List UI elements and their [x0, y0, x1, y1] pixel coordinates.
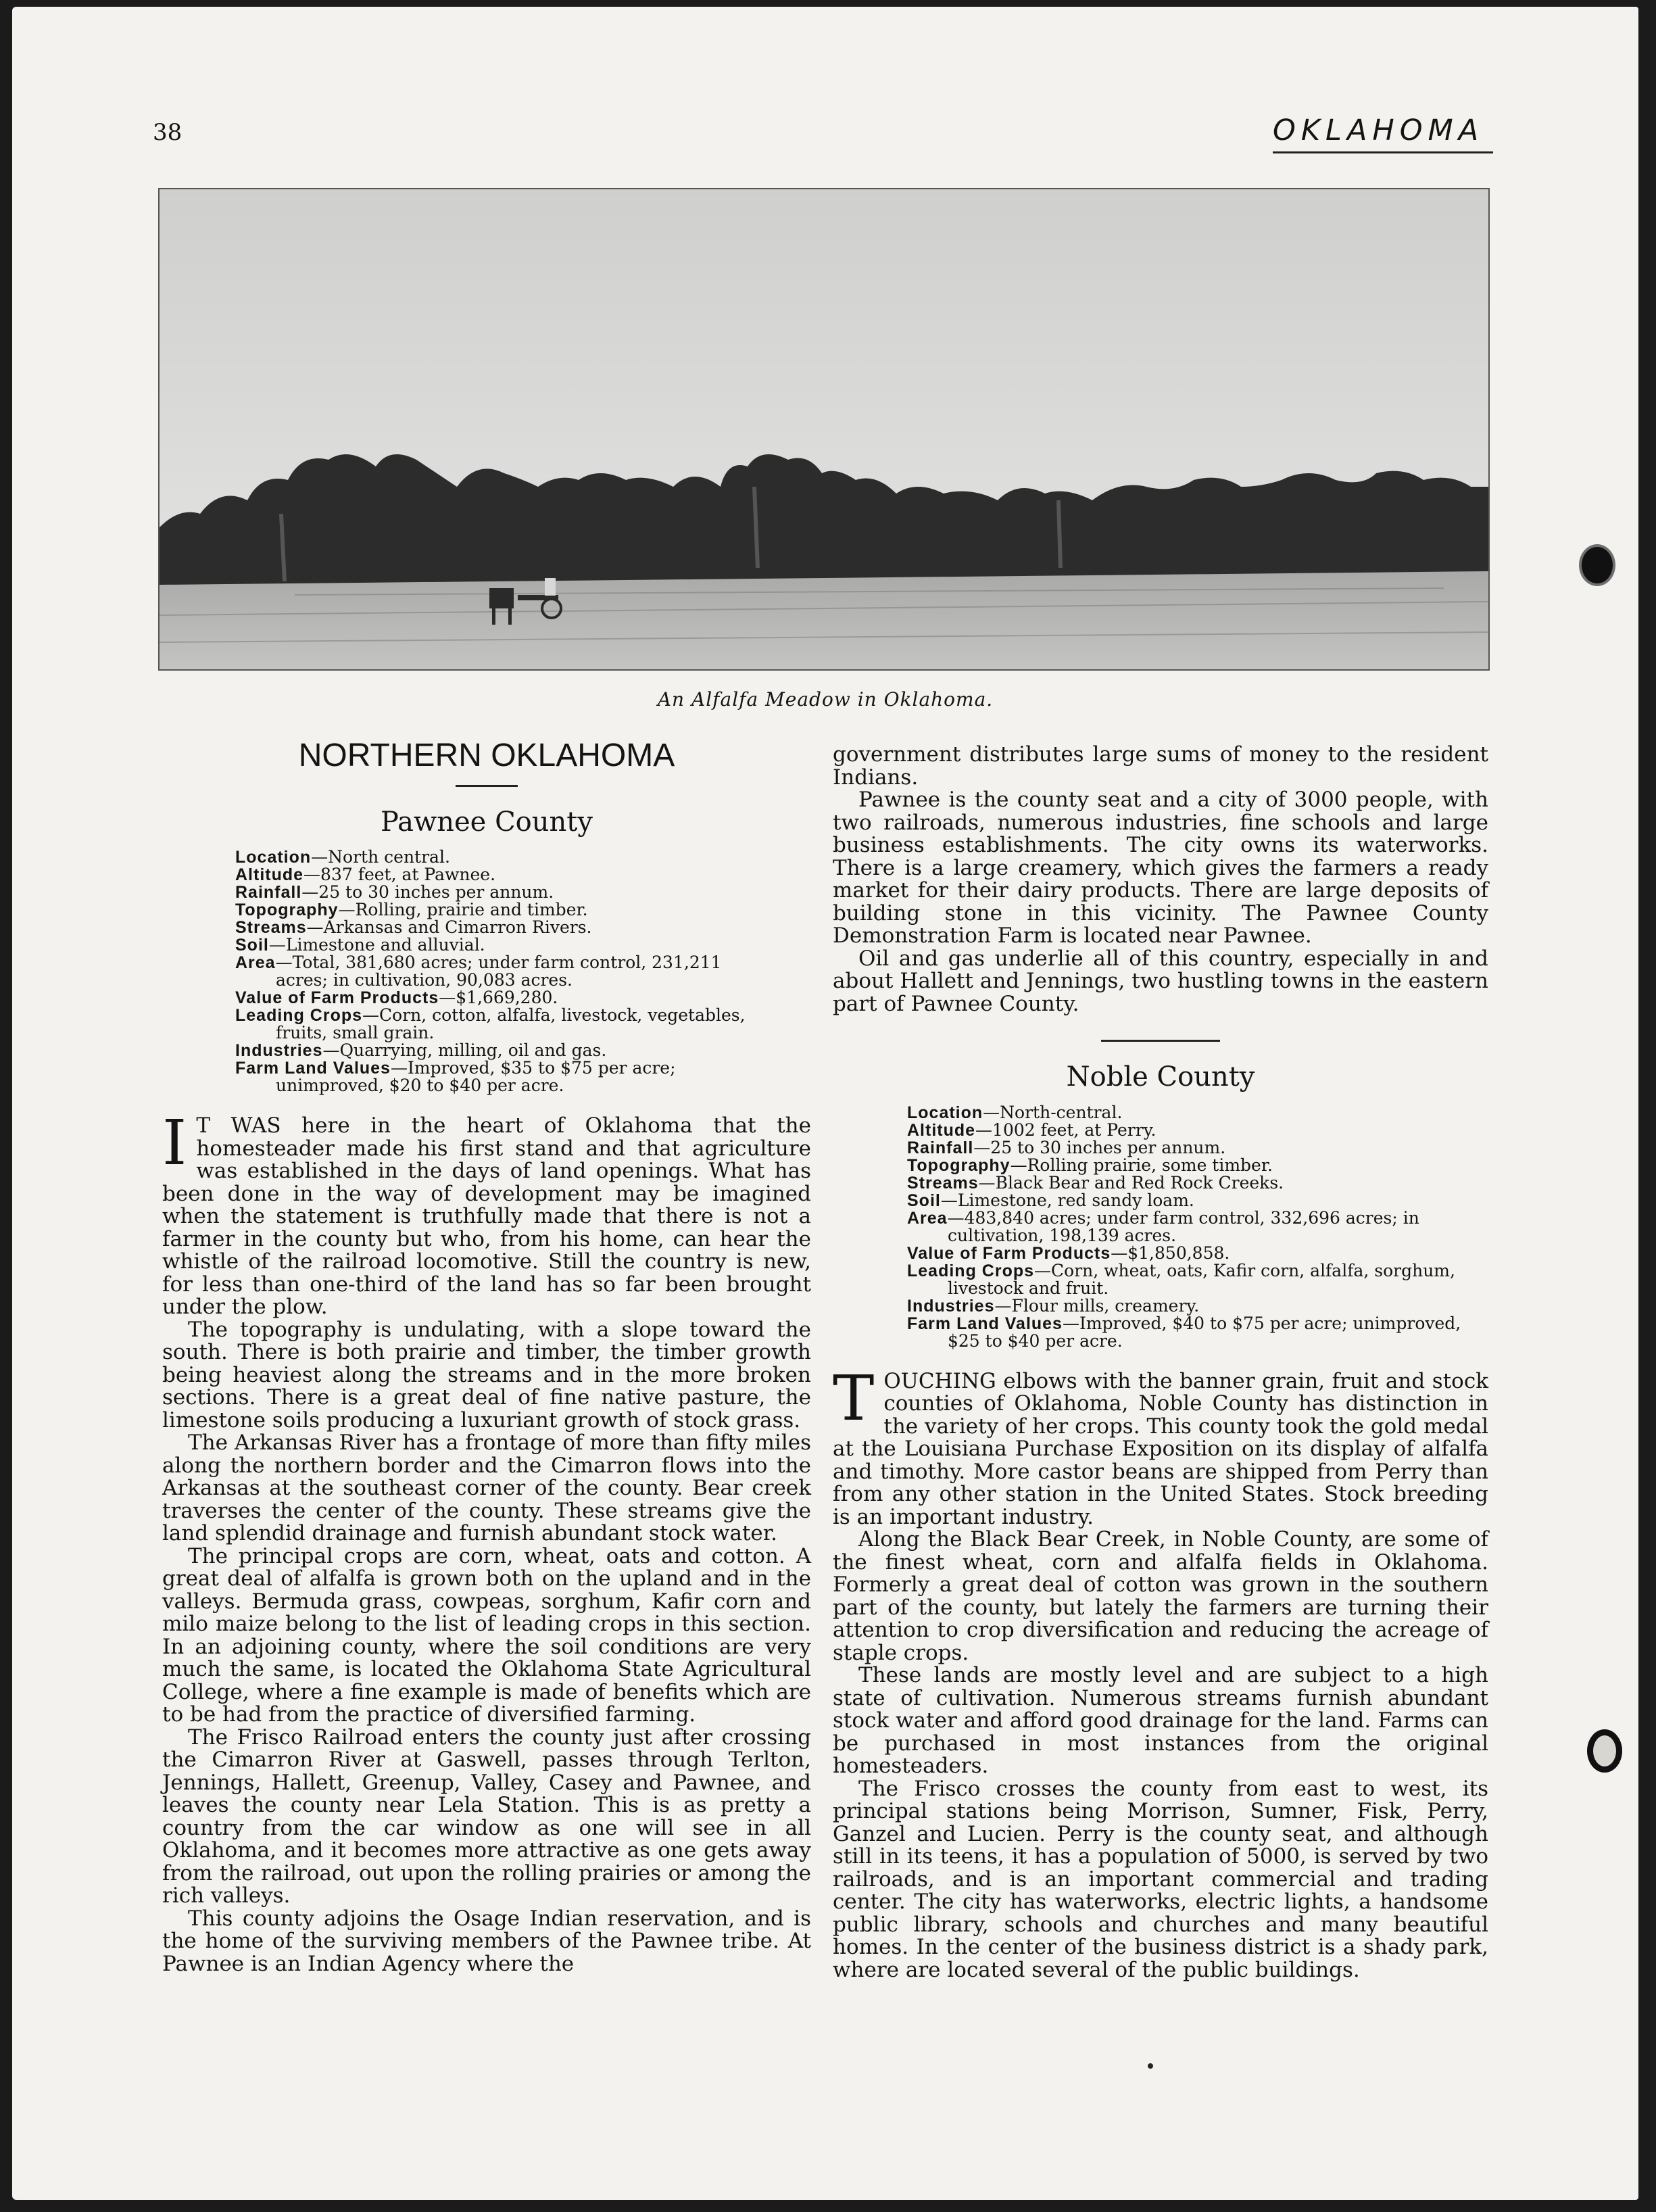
article-paragraph: The Arkansas River has a frontage of more than fifty miles along the northern border and the Cimarron flows into the Arkansas at the southeast corner of the county. Bear creek traverses the center of the county. These streams give the land splendid drainage and furnish abundant stock water. — [162, 1430, 811, 1545]
county-title-pawnee: Pawnee County — [381, 806, 593, 838]
article-paragraph: The topography is undulating, with a slope toward the south. There is both prairie and timber, the timber growth being heaviest along the streams and in the more broken sections. There is a great deal of fine native pasture, the limestone soils producing a luxuriant growth of stock grass. — [162, 1317, 811, 1433]
alfalfa-meadow-photo — [160, 189, 1488, 669]
fact-item: Leading Crops—Corn, cotton, alfalfa, livestock, vegetables, fruits, small grain. — [235, 1005, 746, 1042]
document-page — [12, 7, 1638, 2200]
photo-caption: An Alfalfa Meadow in Oklahoma. — [657, 688, 994, 711]
fact-item: Topography—Rolling prairie, some timber. — [907, 1155, 1273, 1175]
section-title: NORTHERN OKLAHOMA — [298, 738, 675, 773]
article-paragraph: Oil and gas underlie all of this country, especially in and about Hallett and Jennings, two hustling towns in the eastern part of Pawnee County. — [833, 946, 1488, 1016]
fact-item: Leading Crops—Corn, wheat, oats, Kafir corn, alfalfa, sorghum, livestock and fruit. — [907, 1260, 1455, 1298]
fact-item: Rainfall—25 to 30 inches per annum. — [235, 882, 554, 902]
fact-item: Farm Land Values—Improved, $40 to $75 per acre; unimproved, $25 to $40 per acre. — [907, 1313, 1461, 1351]
fact-item: Farm Land Values—Improved, $35 to $75 per acre; unimproved, $20 to $40 per acre. — [235, 1058, 676, 1095]
drop-cap: T — [833, 1362, 875, 1435]
article-paragraph: Along the Black Bear Creek, in Noble County, are some of the finest wheat, corn and alfalfa fields in Oklahoma. Formerly a great deal of cotton was grown in the southern part of the county, but lately the farmers are turning their attention to crop diversification and reducing the acreage of staple crops. — [833, 1527, 1488, 1665]
fact-item: Altitude—837 feet, at Pawnee. — [235, 865, 496, 884]
article-paragraph: This county adjoins the Osage Indian reservation, and is the home of the surviving members of the Pawnee tribe. At Pawnee is an Indian Agency where the — [162, 1906, 811, 1976]
section-separator — [1101, 1040, 1220, 1042]
fact-item: Rainfall—25 to 30 inches per annum. — [907, 1137, 1226, 1157]
right-column — [833, 744, 1488, 1981]
fact-item: Area—Total, 381,680 acres; under farm control, 231,211 acres; in cultivation, 90,083 acres. — [235, 953, 722, 990]
fact-item: Streams—Black Bear and Red Rock Creeks. — [907, 1172, 1284, 1193]
county-title-noble: Noble County — [1066, 1061, 1255, 1092]
article-paragraph: The Frisco crosses the county from east to west, its principal stations being Morrison, Sumner, Fisk, Perry, Ganzel and Lucien. Perry is the county seat, and although still in its teens, it has a population of 5000, is served by two railroads, and is an important commercial and trading center. The city has waterworks, electric lights, a handsome public library, schools and churches and many beautiful homes. In the center of the business district is a shady park, where are located several of the public buildings. — [833, 1776, 1488, 1982]
fact-item: Streams—Arkansas and Cimarron Rivers. — [235, 917, 592, 937]
binder-hole — [1579, 544, 1615, 586]
fact-item: Location—North-central. — [907, 1102, 1123, 1122]
article-body-pawnee-continued — [833, 744, 1488, 1015]
drop-cap: I — [162, 1107, 187, 1179]
left-column — [162, 740, 811, 1975]
fact-item: Soil—Limestone, red sandy loam. — [907, 1190, 1194, 1210]
fact-item: Industries—Flour mills, creamery. — [907, 1295, 1200, 1316]
article-paragraph: Pawnee is the county seat and a city of 3000 people, with two railroads, numerous industries, fine schools and large business establishments. The city owns its waterworks. There is a large creamery, which gives the farmers a ready market for their dairy products. There are large deposits of building stone in this vicinity. The Pawnee County Demonstration Farm is located near Pawnee. — [833, 788, 1488, 948]
running-title-rule — [1273, 151, 1493, 153]
title-rule — [456, 785, 518, 787]
fact-item: Soil—Limestone and alluvial. — [235, 935, 485, 955]
print-mark — [1148, 2063, 1153, 2069]
page-number: 38 — [153, 119, 182, 146]
fact-item: Value of Farm Products—$1,850,858. — [907, 1243, 1230, 1263]
county-facts-pawnee — [235, 848, 776, 1095]
article-paragraph: TOUCHING elbows with the banner grain, fruit and stock counties of Oklahoma, Noble County has distinction in the variety of her crops. This county took the gold medal at the Louisiana Purchase Exposition on its display of alfalfa and timothy. More castor beans are shipped from Perry than from any other station in the United States. Stock breeding is an important industry. — [833, 1362, 1488, 1529]
fact-item: Industries—Quarrying, milling, oil and gas. — [235, 1040, 607, 1060]
article-paragraph: These lands are mostly level and are subject to a high state of cultivation. Numerous streams furnish abundant stock water and afford good drainage for the land. Farms can be purchased in most instances from the original homesteaders. — [833, 1663, 1488, 1778]
fact-item: Topography—Rolling, prairie and timber. — [235, 900, 588, 919]
fact-item: Altitude—1002 feet, at Perry. — [907, 1120, 1156, 1140]
article-paragraph: The Frisco Railroad enters the county just after crossing the Cimarron River at Gaswell, passes through Terlton, Jennings, Hallett, Greenup, Valley, Casey and Pawnee, and leaves the county near Lela Station. This is as pretty a country from the car window as one will see in all Oklahoma, and it becomes more attractive as one gets away from the railroad, out upon the rolling prairies or among the rich valleys. — [162, 1725, 811, 1908]
fact-item: Area—483,840 acres; under farm control, 332,696 acres; in cultivation, 198,139 acres. — [907, 1207, 1419, 1245]
running-title: OKLAHOMA — [1273, 114, 1484, 147]
article-paragraph: government distributes large sums of money to the resident Indians. — [833, 742, 1488, 790]
article-body-noble — [833, 1362, 1488, 1982]
article-paragraph: IT WAS here in the heart of Oklahoma that the homesteader made his first stand and that agriculture was established in the days of land openings. What has been done in the way of development may be imagined when the statement is truthfully made that there is not a farmer in the county but who, from his home, can hear the whistle of the railroad locomotive. Still the country is new, for less than one-third of the land has so far been brought under the plow. — [162, 1107, 811, 1319]
article-paragraph: The principal crops are corn, wheat, oats and cotton. A great deal of alfalfa is grown both on the upland and in the valleys. Bermuda grass, cowpeas, sorghum, Kafir corn and milo maize belong to the list of leading crops in this section. In an adjoining county, where the soil conditions are very much the same, is located the Oklahoma State Agricultural College, where a fine example is made of benefits which are to be had from the practice of diversified farming. — [162, 1543, 811, 1727]
fact-item: Value of Farm Products—$1,669,280. — [235, 988, 558, 1007]
fact-item: Location—North central. — [235, 847, 450, 867]
county-facts-noble — [907, 1104, 1461, 1350]
binder-hole — [1587, 1729, 1622, 1773]
article-body-pawnee — [162, 1107, 811, 1976]
